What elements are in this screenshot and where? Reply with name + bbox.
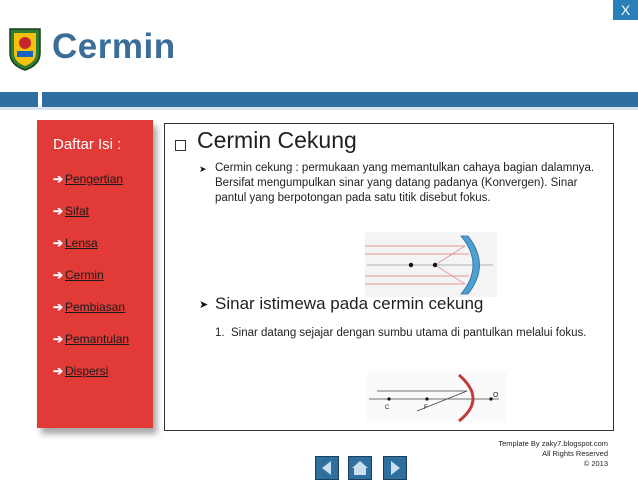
sidebar-item-label: Lensa (65, 236, 98, 250)
arrow-right-icon (384, 457, 406, 479)
square-bullet-icon (175, 140, 186, 151)
arrow-right-icon: ➔ (53, 332, 64, 346)
section-subheading: Sinar istimewa pada cermin cekung (215, 294, 484, 313)
footer-line-3: © 2013 (583, 459, 608, 468)
previous-button[interactable] (315, 456, 339, 480)
sidebar-item-label: Cermin (65, 268, 104, 282)
sidebar-title: Daftar Isi : (53, 136, 122, 153)
arrow-right-icon: ➔ (53, 172, 64, 186)
sidebar-item-sifat[interactable] (53, 204, 89, 218)
arrow-left-icon (316, 457, 338, 479)
sidebar-item-label: Dispersi (65, 364, 109, 378)
sidebar-item-pemantulan[interactable] (53, 332, 129, 346)
arrow-right-icon: ➔ (53, 236, 64, 250)
label-f: F (424, 405, 428, 411)
concave-mirror-diagram (365, 232, 497, 297)
header-bar-left (0, 92, 38, 107)
sidebar-item-pengertian[interactable] (53, 172, 123, 186)
list-item (215, 325, 595, 342)
section-paragraph: Cermin cekung : permukaan yang memantulkan cahaya bagian dalamnya. Bersifat mengumpulkan sinar yang datang padanya (Konvergen). Sinar pantul yang berpotongan pada satu titik disebut fokus. (215, 162, 595, 204)
sidebar-item-label: Pembiasan (65, 300, 126, 314)
content-panel (164, 123, 614, 431)
list-text: Sinar datang sejajar dengan sumbu utama di pantulkan melalui fokus. (231, 327, 587, 339)
logo-icon (6, 27, 44, 71)
sidebar-item-label: Pemantulan (65, 332, 130, 346)
section-heading: Cermin Cekung (197, 127, 357, 153)
sidebar-item-dispersi[interactable] (53, 364, 108, 378)
list-number: 1. (215, 327, 225, 339)
arrow-bullet-icon: ➤ (199, 164, 207, 174)
footer-line-1: Template By zaky7.blogspot.com (498, 439, 608, 448)
sidebar-item-cermin[interactable] (53, 268, 104, 282)
header-shadow (0, 107, 638, 110)
sidebar-item-pembiasan[interactable] (53, 300, 125, 314)
footer-credits (498, 439, 608, 469)
header-bar-right (42, 92, 638, 107)
sidebar (37, 120, 153, 428)
sidebar-item-label: Sifat (65, 204, 90, 218)
sidebar-item-lensa[interactable] (53, 236, 98, 250)
sidebar-item-label: Pengertian (65, 172, 124, 186)
arrow-right-icon: ➔ (53, 268, 64, 282)
close-button[interactable]: X (613, 0, 638, 20)
label-o: O (493, 392, 499, 399)
home-icon (349, 457, 371, 479)
page-title: Cermin (52, 27, 176, 66)
arrow-right-icon: ➔ (53, 364, 64, 378)
label-c: C (385, 405, 390, 411)
arrow-right-icon: ➔ (53, 204, 64, 218)
arrow-bullet-icon: ➤ (199, 299, 209, 311)
arrow-right-icon: ➔ (53, 300, 64, 314)
footer-line-2: All Rights Reserved (542, 449, 608, 458)
next-button[interactable] (383, 456, 407, 480)
special-ray-diagram (367, 371, 507, 423)
home-button[interactable] (348, 456, 372, 480)
